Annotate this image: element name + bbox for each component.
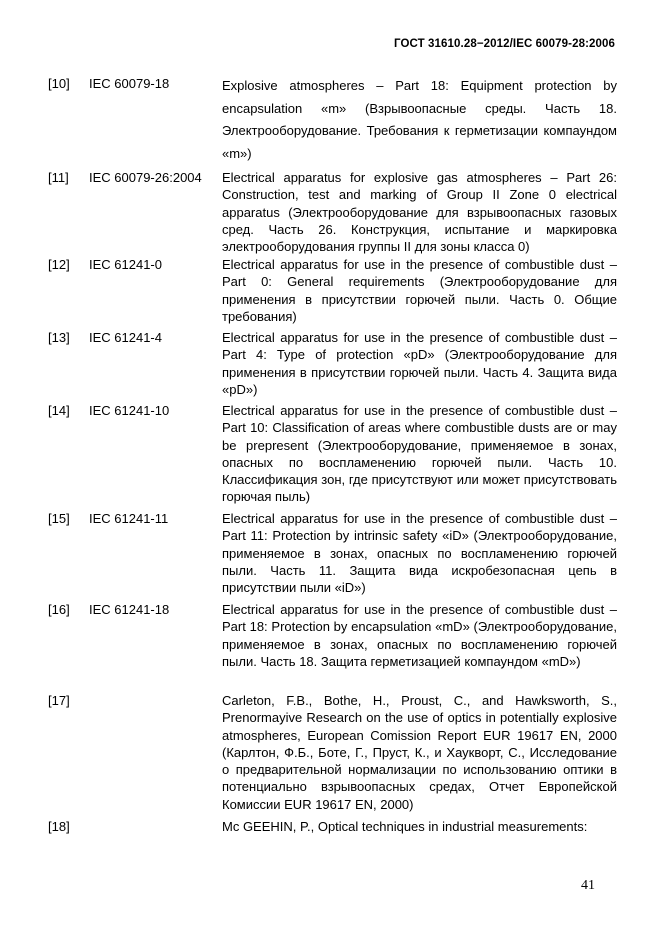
reference-text: Explosive atmospheres – Part 18: Equipment protection by encapsulation «m» (Взрывоопасные среды. Часть 18. Электрооборудование. Требования к герметизации компаундом «m») xyxy=(222,78,617,161)
reference-number: [18] xyxy=(48,819,70,834)
bibliography-list xyxy=(48,75,617,838)
reference-number: [14] xyxy=(48,403,70,418)
reference-number: [16] xyxy=(48,602,70,617)
reference-code: IEC 61241-4 xyxy=(89,330,162,345)
reference-item xyxy=(48,256,617,329)
reference-item xyxy=(48,402,617,510)
reference-text: Electrical apparatus for use in the presence of combustible dust – Part 18: Protection by encapsulation «mD» (Электрооборудование, применяемое в зонах, опасных по воспламенению горючей пыли. Часть 18. Защита герметизацией компаундом «mD») xyxy=(222,602,617,669)
reference-item xyxy=(48,510,617,601)
reference-item xyxy=(48,818,617,838)
reference-item xyxy=(48,75,617,169)
reference-text: Mc GEEHIN, P., Optical techniques in industrial measurements: xyxy=(222,819,588,834)
reference-text: Electrical apparatus for use in the presence of combustible dust – Part 11: Protection by intrinsic safety «iD» (Электрооборудование, применяемое в зонах, опасных по воспламенению горючей пыли. Часть 11. Защита вида искробезопасная цепь в присутствии пыли «iD») xyxy=(222,511,617,596)
reference-number: [12] xyxy=(48,257,70,272)
document-header: ГОСТ 31610.28−2012/IEC 60079-28:2006 xyxy=(394,38,615,50)
reference-text: Electrical apparatus for explosive gas atmospheres – Part 26: Construction, test and marking of Group II Zone 0 electrical apparatus (Электрооборудование для взрывоопасных газовых сред. Часть 26. Конструкция, испытание и маркировка электрооборудования группы II для зоны класса 0) xyxy=(222,170,617,255)
reference-number: [11] xyxy=(48,170,69,185)
reference-code: IEC 61241-0 xyxy=(89,257,162,272)
reference-number: [13] xyxy=(48,330,70,345)
reference-text: Carleton, F.B., Bothe, H., Proust, C., and Hawksworth, S., Prenormayive Research on the use of optics in potentially explosive atmospheres, European Comission Report EUR 19617 EN, 2000 (Карлтон, Ф.Б., Боте, Г., Пруст, К., и Хаукворт, С., Исследование о предварительной нормализации по использованию оптики в потенциально взрывоопасных средах, Отчет Европейской Комиссии EUR 19617 EN, 2000) xyxy=(222,693,617,812)
reference-code: IEC 60079-18 xyxy=(89,76,170,91)
reference-text: Electrical apparatus for use in the presence of combustible dust – Part 4: Type of protection «pD» (Электрооборудование для применения в присутствии горючей пыли. Часть 4. Защита вида «pD») xyxy=(222,330,617,397)
reference-item xyxy=(48,329,617,402)
reference-item xyxy=(48,169,617,256)
page-number: 41 xyxy=(581,878,595,893)
reference-code: IEC 61241-18 xyxy=(89,602,170,617)
reference-text: Electrical apparatus for use in the presence of combustible dust – Part 10: Classification of areas where combustible dusts are or may be prepresent (Электрооборудование, применяемое в зонах, опасных по воспламенению горючей пыли. Часть 10. Классификация зон, где присутствуют или может присутствовать горючая пыль) xyxy=(222,403,617,505)
reference-item xyxy=(48,601,617,692)
reference-number: [15] xyxy=(48,511,70,526)
reference-item xyxy=(48,692,617,818)
reference-number: [17] xyxy=(48,693,70,708)
reference-code: IEC 61241-10 xyxy=(89,403,170,418)
reference-code: IEC 60079-26:2004 xyxy=(89,170,202,185)
reference-text: Electrical apparatus for use in the presence of combustible dust – Part 0: General requirements (Электрооборудование для применения в присутствии горючей пыли. Часть 0. Общие требования) xyxy=(222,257,617,324)
reference-code: IEC 61241-11 xyxy=(89,511,169,526)
reference-number: [10] xyxy=(48,76,70,91)
